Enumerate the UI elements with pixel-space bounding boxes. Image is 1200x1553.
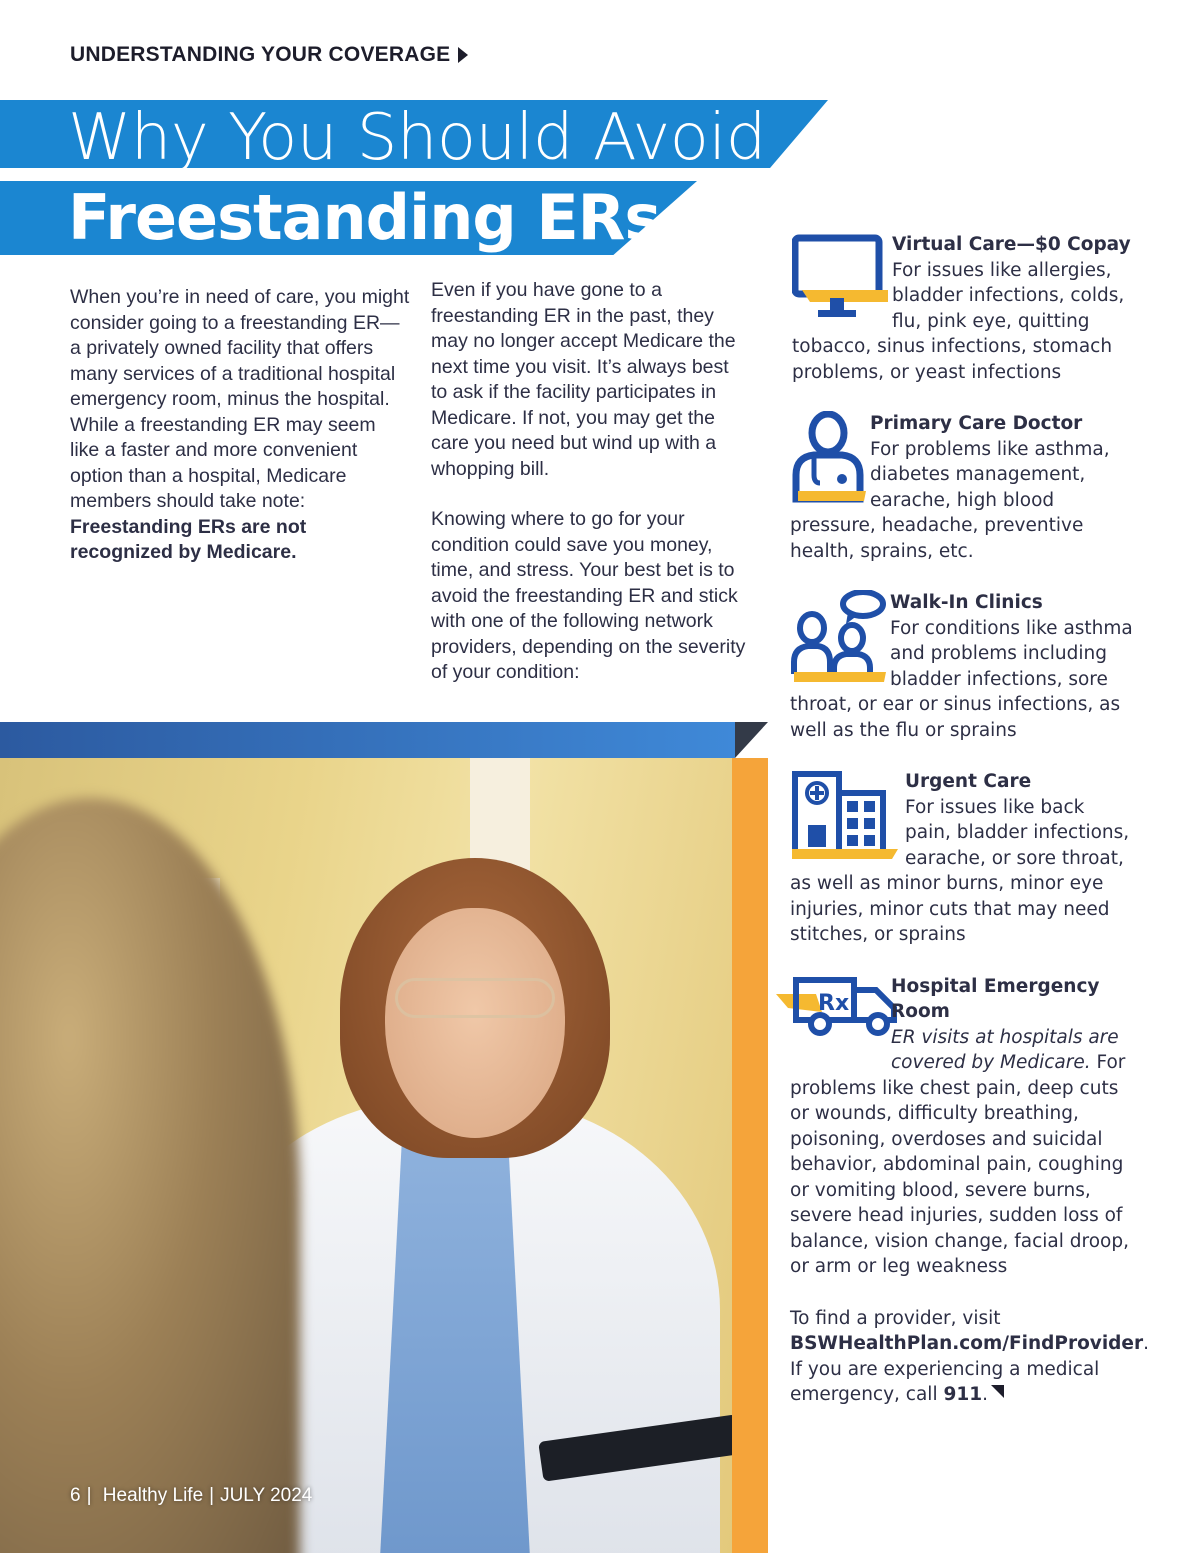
people-chat-icon (790, 590, 890, 670)
doctor-icon (790, 411, 870, 491)
photo-scene (0, 758, 732, 1553)
second-column-para2: Knowing where to go for your condition could save you money, time, and stress. Your best bet is to avoid the freestanding ER and stick with one of the following network providers, depending on the severity of your condition: (431, 508, 746, 683)
find-provider-link[interactable]: BSWHealthPlan.com/FindProvider (790, 1333, 1144, 1354)
provider-heading: Hospital Emergency Room (891, 975, 1100, 1022)
ambulance-icon (776, 974, 891, 1054)
provider-walk-in (790, 590, 1135, 743)
provider-text-body: For problems like chest pain, deep cuts or wounds, difficulty breathing, poisoning, overdoses and suicidal behavior, abdominal pain, coughing or vomiting blood, severe burns, severe head injuries, sudden loss of balance, vision change, facial droop, or arm or leg weakness (790, 1052, 1129, 1277)
provider-virtual-care (792, 232, 1135, 385)
photo-side-bar (732, 758, 768, 1553)
issue-date: JULY 2024 (220, 1485, 313, 1506)
svg-text:Rx: Rx (818, 990, 850, 1016)
photo-top-bar (0, 722, 735, 758)
provider-sidebar (790, 232, 1149, 1408)
end-mark-icon (991, 1385, 1004, 1398)
hospital-building-icon (790, 769, 905, 849)
provider-heading: Primary Care Doctor (870, 413, 1083, 434)
provider-emergency-room (790, 974, 1135, 1280)
intro-bold-text: Freestanding ERs are not recognized by Medicare. (70, 515, 307, 563)
provider-primary-care (790, 411, 1135, 564)
photo-corner-accent (735, 722, 768, 758)
provider-heading: Walk-In Clinics (890, 592, 1043, 613)
provider-italic-note: ER visits at hospitals are covered by Medicare. (891, 1026, 1119, 1073)
provider-text: For issues like allergies, bladder infections, colds, flu, pink eye, quitting tobacco, sinus infections, stomach problems, or yeast infections (792, 259, 1125, 383)
provider-heading: Virtual Care—$0 Copay (892, 234, 1131, 255)
provider-heading: Urgent Care (905, 771, 1032, 792)
section-label (70, 43, 468, 67)
publication-name: Healthy Life (102, 1485, 204, 1506)
second-column-para1: Even if you have gone to a freestanding ER in the past, they may no longer accept Medicare the next time you visit. It’s always best to ask if the facility participates in Medicare. If not, you may get the care you need but wind up with a whopping bill. (431, 279, 736, 480)
provider-text: For problems like asthma, diabetes management, earache, high blood pressure, headache, preventive health, sprains, etc. (790, 438, 1110, 562)
caret-right-icon (458, 47, 468, 63)
page-number: 6 (70, 1485, 81, 1506)
intro-text: When you’re in need of care, you might consider going to a freestanding ER—a privately owned facility that offers many services of a traditional hospital emergency room, minus the hospital. While a freestanding ER may seem like a faster and more convenient option than a hospital, Medicare members should take note: (70, 286, 410, 512)
emergency-number: 911 (943, 1384, 983, 1405)
provider-text: For conditions like asthma and problems including bladder infections, sore throat, or ear or sinus infections, as well as the flu or sprains (790, 617, 1133, 741)
monitor-icon (792, 232, 892, 312)
find-provider-note: To find a provider, visit BSWHealthPlan.com/FindProvider. If you are experiencing a medical emergency, call 911. (790, 1307, 1149, 1405)
second-column (431, 278, 749, 686)
provider-text (790, 1025, 1135, 1280)
page-title-line1: Why You Should Avoid (68, 101, 766, 175)
page-footer: 6 | Healthy Life | JULY 2024 (70, 1485, 313, 1506)
section-label-text: UNDERSTANDING YOUR COVERAGE (70, 43, 451, 66)
provider-urgent-care (790, 769, 1135, 948)
provider-text: For issues like back pain, bladder infections, earache, or sore throat, as well as minor burns, minor eye injuries, minor cuts that may need stitches, or sprains (790, 796, 1130, 945)
intro-column (70, 285, 410, 566)
page-title-line2: Freestanding ERs (68, 181, 661, 254)
doctor-photo (0, 722, 768, 1553)
